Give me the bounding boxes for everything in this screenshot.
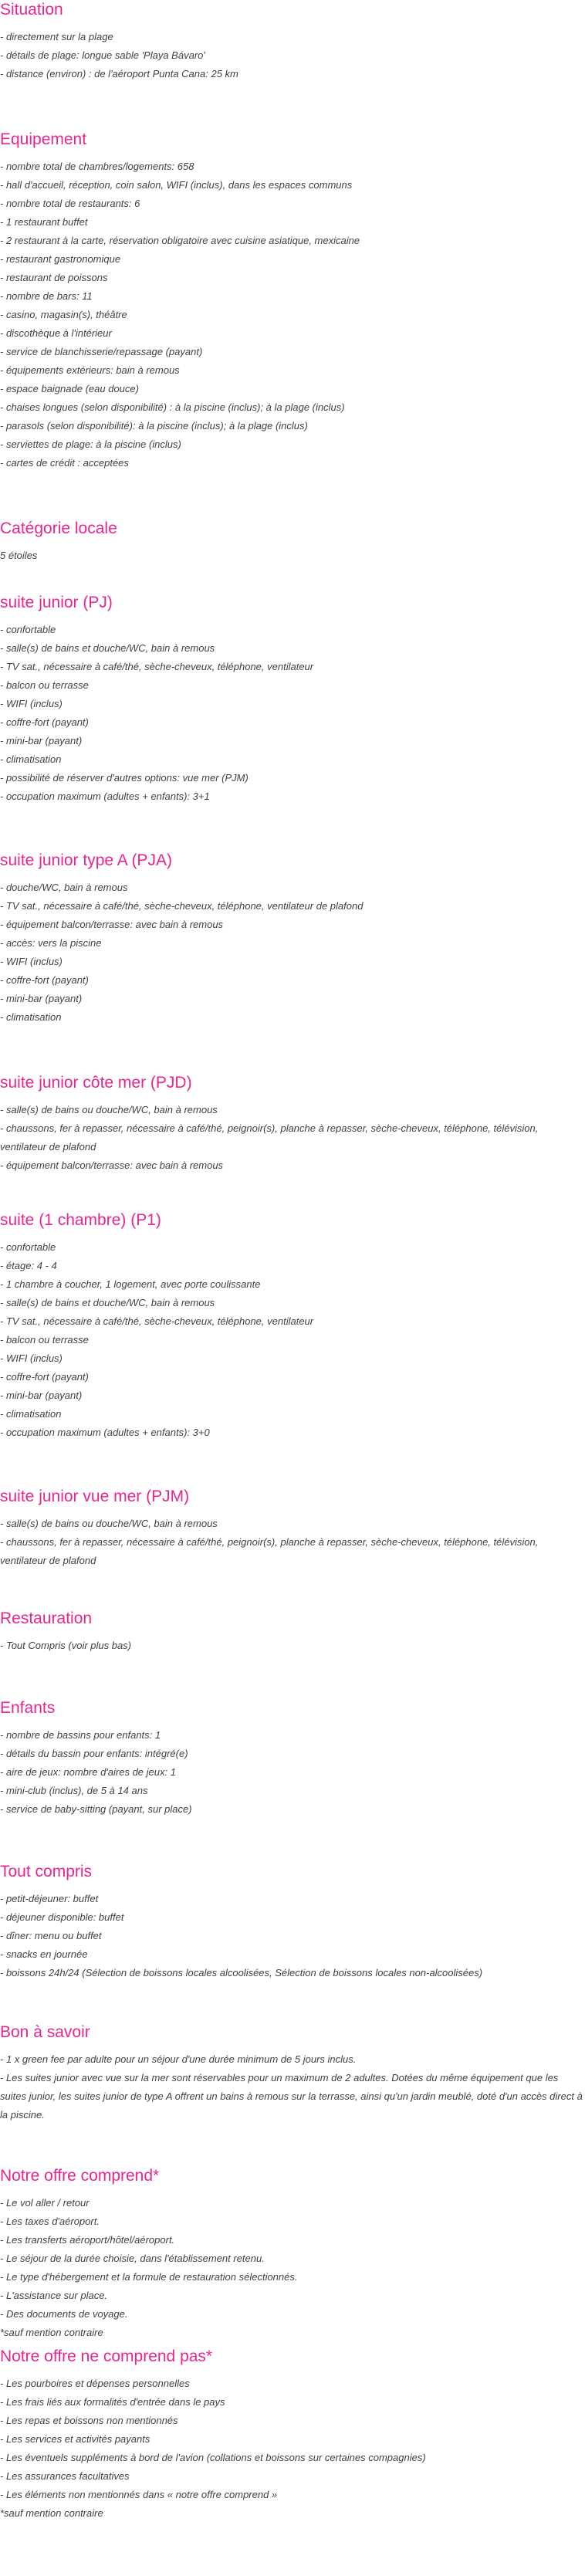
section-offre-comprend bbox=[0, 2166, 585, 2342]
line: - Les éventuels suppléments à bord de l'avion (collations et boissons sur certaines compagnies) bbox=[0, 2452, 426, 2463]
section-suite-junior-cote-mer bbox=[0, 1073, 585, 1175]
line: - Tout Compris (voir plus bas) bbox=[0, 1640, 132, 1651]
line: - WIFI (inclus) bbox=[0, 698, 63, 709]
line: - Les pourboires et dépenses personnelles bbox=[0, 2378, 190, 2389]
line: - détails de plage: longue sable 'Playa Bávaro' bbox=[0, 49, 205, 61]
line: - Les éléments non mentionnés dans « notre offre comprend » bbox=[0, 2489, 278, 2500]
line: - salle(s) de bains et douche/WC, bain à remous bbox=[0, 1297, 215, 1308]
line: - dîner: menu ou buffet bbox=[0, 1930, 102, 1941]
section-title: Tout compris bbox=[0, 1863, 93, 1880]
line: - coffre-fort (payant) bbox=[0, 974, 89, 986]
section-enfants bbox=[0, 1698, 585, 1819]
line: - cartes de crédit : acceptées bbox=[0, 457, 129, 469]
line: - TV sat., nécessaire à café/thé, sèche-cheveux, téléphone, ventilateur bbox=[0, 1315, 314, 1327]
line: - nombre de bassins pour enfants: 1 bbox=[0, 1729, 161, 1741]
line: - Les suites junior avec vue sur la mer sont réservables pour un maximum de 2 adultes. Dotées du même équipement que les suites junior, les suites junior de type A offrent un bains à remous sur la terrasse, ainsi qu'un jardin meublé, doté d'un accès direct à la piscine. bbox=[0, 2072, 583, 2121]
line: - Le vol aller / retour bbox=[0, 2197, 90, 2209]
line: - équipement balcon/terrasse: avec bain à remous bbox=[0, 919, 224, 930]
line: - WIFI (inclus) bbox=[0, 1352, 63, 1364]
section-title: suite junior vue mer (PJM) bbox=[0, 1488, 190, 1505]
line: - coffre-fort (payant) bbox=[0, 1371, 89, 1383]
section-title: Restauration bbox=[0, 1610, 93, 1627]
line: *sauf mention contraire bbox=[0, 2507, 103, 2519]
line: *sauf mention contraire bbox=[0, 2327, 103, 2338]
section-lines bbox=[0, 2375, 585, 2523]
line: - mini-bar (payant) bbox=[0, 1390, 83, 1401]
section-lines bbox=[0, 1890, 585, 1982]
section-title: suite (1 chambre) (P1) bbox=[0, 1211, 161, 1229]
line: - parasols (selon disponibilité): à la piscine (inclus); à la plage (inclus) bbox=[0, 420, 308, 432]
line: - snacks en journée bbox=[0, 1948, 88, 1960]
line: - coffre-fort (payant) bbox=[0, 716, 89, 728]
line: - Le séjour de la durée choisie, dans l'établissement retenu. bbox=[0, 2253, 265, 2264]
line: - balcon ou terrasse bbox=[0, 679, 89, 691]
line: - confortable bbox=[0, 624, 56, 635]
line: - Les services et activités payants bbox=[0, 2433, 150, 2445]
section-lines bbox=[0, 157, 585, 472]
line: - petit-déjeuner: buffet bbox=[0, 1893, 99, 1904]
line: - climatisation bbox=[0, 753, 62, 765]
line: - salle(s) de bains ou douche/WC, bain à remous bbox=[0, 1104, 218, 1115]
line: - distance (environ) : de l'aéroport Punta Cana: 25 km bbox=[0, 68, 238, 80]
section-title: Notre offre ne comprend pas* bbox=[0, 2348, 213, 2365]
line: - mini-bar (payant) bbox=[0, 993, 83, 1004]
line: - climatisation bbox=[0, 1408, 62, 1420]
line: - Le type d'hébergement et la formule de restauration sélectionnés. bbox=[0, 2271, 298, 2283]
line: - accès: vers la piscine bbox=[0, 937, 102, 949]
line: 5 étoiles bbox=[0, 550, 38, 561]
line: - aire de jeux: nombre d'aires de jeux: 1 bbox=[0, 1766, 176, 1778]
section-title: Notre offre comprend* bbox=[0, 2167, 160, 2185]
line: - équipements extérieurs: bain à remous bbox=[0, 364, 180, 376]
line: - 1 x green fee par adulte pour un séjour d'une durée minimum de 5 jours inclus. bbox=[0, 2053, 357, 2065]
line: - salle(s) de bains et douche/WC, bain à remous bbox=[0, 642, 215, 654]
line: - casino, magasin(s), théâtre bbox=[0, 309, 127, 320]
line: - climatisation bbox=[0, 1011, 62, 1023]
line: - WIFI (inclus) bbox=[0, 956, 63, 967]
section-lines bbox=[0, 1238, 585, 1442]
line: - mini-club (inclus), de 5 à 14 ans bbox=[0, 1785, 148, 1796]
section-restauration bbox=[0, 1609, 585, 1655]
line: - nombre de bars: 11 bbox=[0, 290, 93, 302]
line: - détails du bassin pour enfants: intégré(e) bbox=[0, 1748, 188, 1759]
line: - possibilité de réserver d'autres options: vue mer (PJM) bbox=[0, 772, 249, 784]
line: - Les repas et boissons non mentionnés bbox=[0, 2415, 178, 2426]
section-lines bbox=[0, 621, 585, 806]
section-title: suite junior côte mer (PJD) bbox=[0, 1074, 192, 1092]
section-categorie-locale bbox=[0, 519, 585, 565]
section-situation bbox=[0, 0, 585, 83]
line: - étage: 4 - 4 bbox=[0, 1260, 57, 1271]
line: - serviettes de plage: à la piscine (inclus) bbox=[0, 438, 181, 450]
section-lines bbox=[0, 2194, 585, 2342]
line: - discothèque à l'intérieur bbox=[0, 327, 112, 339]
line: - TV sat., nécessaire à café/thé, sèche-cheveux, téléphone, ventilateur de plafond bbox=[0, 900, 364, 912]
line: - 1 restaurant buffet bbox=[0, 216, 88, 228]
line: - 1 chambre à coucher, 1 logement, avec porte coulissante bbox=[0, 1278, 261, 1290]
section-lines bbox=[0, 1637, 585, 1655]
line: - occupation maximum (adultes + enfants): 3+0 bbox=[0, 1427, 210, 1438]
section-equipement bbox=[0, 130, 585, 472]
line: - nombre total de restaurants: 6 bbox=[0, 198, 140, 209]
line: - espace baignade (eau douce) bbox=[0, 383, 139, 394]
line: - 2 restaurant à la carte, réservation obligatoire avec cuisine asiatique, mexicaine bbox=[0, 235, 360, 246]
line: - L'assistance sur place. bbox=[0, 2290, 108, 2301]
section-offre-ne-comprend-pas bbox=[0, 2347, 585, 2523]
line: - Les frais liés aux formalités d'entrée dans le pays bbox=[0, 2396, 225, 2408]
line: - salle(s) de bains ou douche/WC, bain à remous bbox=[0, 1518, 218, 1529]
line: - restaurant gastronomique bbox=[0, 253, 121, 265]
line: - occupation maximum (adultes + enfants): 3+1 bbox=[0, 790, 210, 802]
line: - balcon ou terrasse bbox=[0, 1334, 89, 1346]
line: - service de baby-sitting (payant, sur place) bbox=[0, 1803, 192, 1815]
section-suite-junior-vue-mer bbox=[0, 1487, 585, 1570]
line: - chaussons, fer à repasser, nécessaire à café/thé, peignoir(s), planche à repasser, sèche-cheveux, téléphone, télévision, ventilateur de plafond bbox=[0, 1122, 539, 1153]
line: - Les transferts aéroport/hôtel/aéroport. bbox=[0, 2234, 175, 2246]
line: - équipement balcon/terrasse: avec bain à remous bbox=[0, 1159, 224, 1171]
section-bon-a-savoir bbox=[0, 2023, 585, 2124]
line: - TV sat., nécessaire à café/thé, sèche-cheveux, téléphone, ventilateur bbox=[0, 661, 314, 672]
section-title: Bon à savoir bbox=[0, 2023, 90, 2041]
section-title: Enfants bbox=[0, 1699, 56, 1717]
section-title: Equipement bbox=[0, 130, 87, 148]
section-lines bbox=[0, 878, 585, 1027]
line: - directement sur la plage bbox=[0, 31, 113, 42]
section-lines bbox=[0, 1101, 585, 1175]
section-title: Catégorie locale bbox=[0, 520, 117, 537]
section-lines bbox=[0, 1515, 585, 1570]
line: - Des documents de voyage. bbox=[0, 2308, 128, 2320]
section-title: Situation bbox=[0, 1, 63, 19]
section-suite-junior-pj bbox=[0, 593, 585, 806]
line: - restaurant de poissons bbox=[0, 272, 108, 283]
section-title: suite junior type A (PJA) bbox=[0, 851, 172, 869]
section-suite-1-chambre bbox=[0, 1210, 585, 1442]
line: - douche/WC, bain à remous bbox=[0, 882, 128, 893]
section-lines bbox=[0, 547, 585, 565]
section-lines bbox=[0, 28, 585, 83]
section-title: suite junior (PJ) bbox=[0, 594, 113, 611]
line: - Les taxes d'aéroport. bbox=[0, 2215, 100, 2227]
line: - mini-bar (payant) bbox=[0, 735, 83, 746]
section-lines bbox=[0, 1726, 585, 1819]
line: - confortable bbox=[0, 1241, 56, 1253]
line: - Les assurances facultatives bbox=[0, 2470, 130, 2482]
section-suite-junior-type-a bbox=[0, 851, 585, 1027]
line: - boissons 24h/24 (Sélection de boissons locales alcoolisées, Sélection de boissons locales non-alcoolisées) bbox=[0, 1967, 483, 1979]
section-lines bbox=[0, 2050, 585, 2124]
line: - nombre total de chambres/logements: 658 bbox=[0, 161, 194, 172]
section-tout-compris bbox=[0, 1862, 585, 1982]
line: - chaises longues (selon disponibilité) : à la piscine (inclus); à la plage (inclus) bbox=[0, 401, 345, 413]
line: - chaussons, fer à repasser, nécessaire à café/thé, peignoir(s), planche à repasser, sèche-cheveux, téléphone, télévision, ventilateur de plafond bbox=[0, 1536, 539, 1566]
line: - hall d'accueil, réception, coin salon, WIFI (inclus), dans les espaces communs bbox=[0, 179, 353, 191]
line: - service de blanchisserie/repassage (payant) bbox=[0, 346, 203, 357]
line: - déjeuner disponible: buffet bbox=[0, 1911, 124, 1923]
